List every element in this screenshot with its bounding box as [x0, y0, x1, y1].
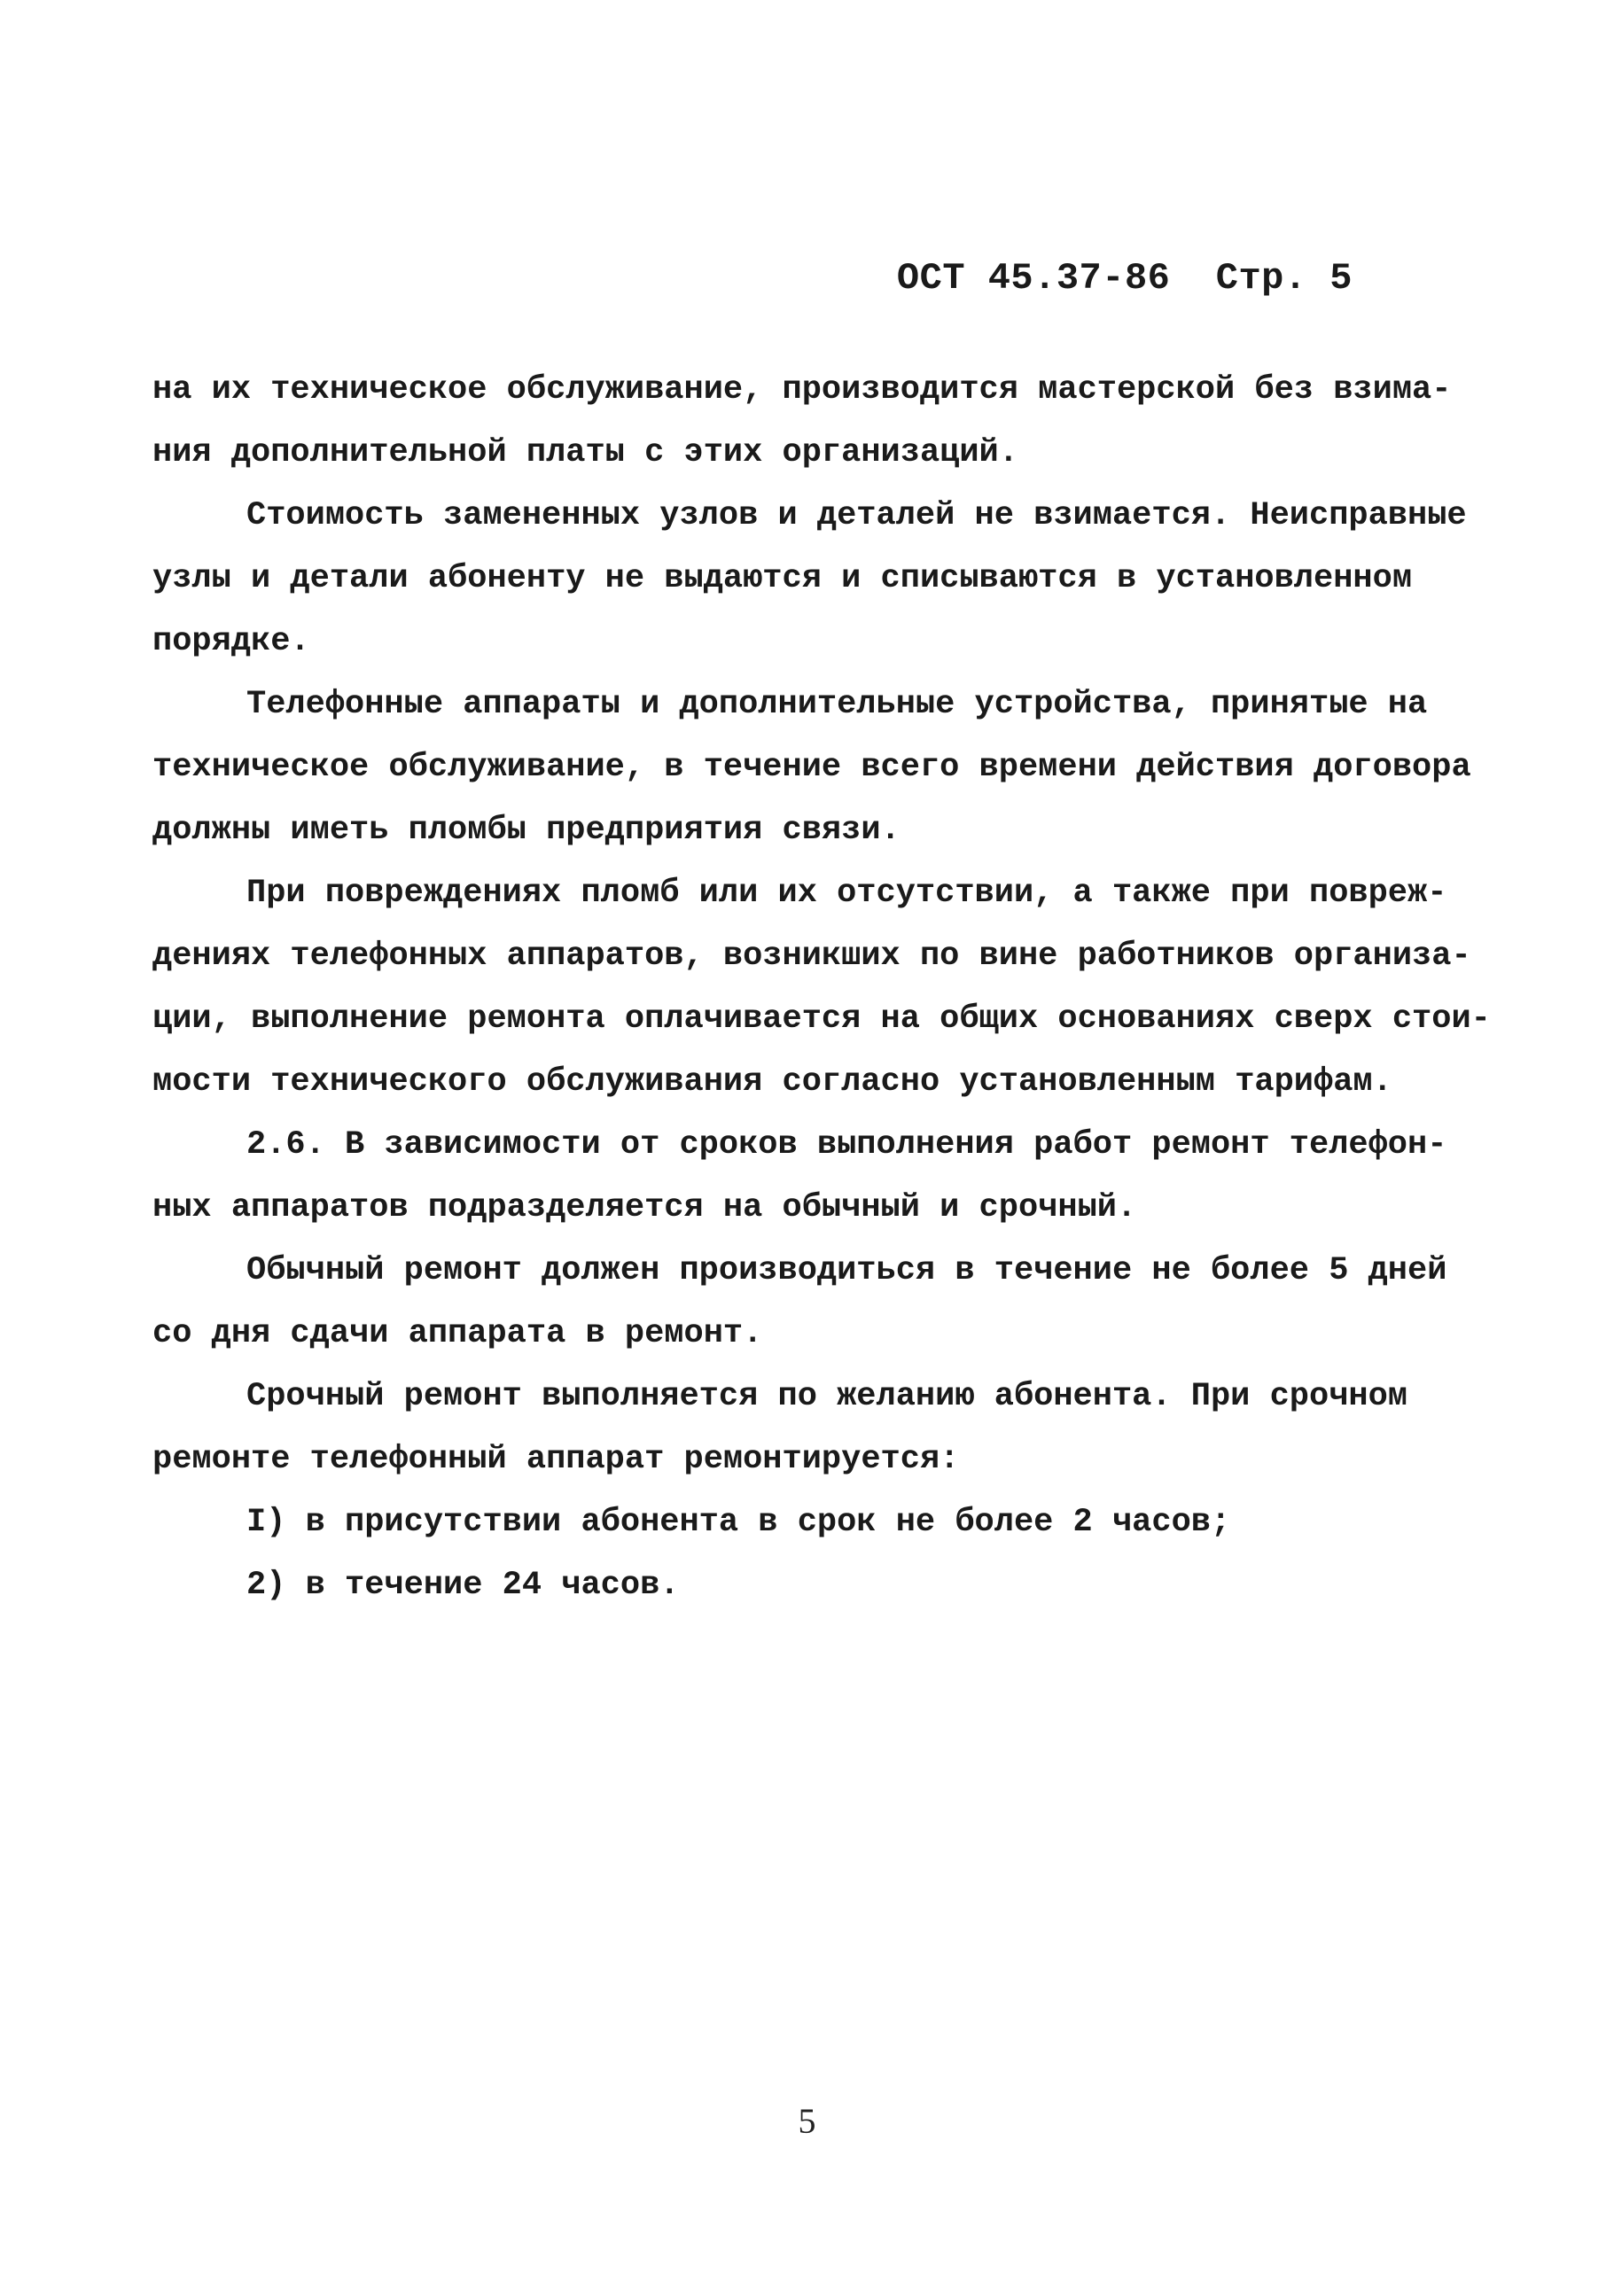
text-line: мости технического обслуживания согласно установленным тарифам.	[152, 1063, 1392, 1101]
text-line: Обычный ремонт должен производиться в течение не более 5 дней	[246, 1252, 1447, 1289]
text-line: порядке.	[152, 623, 310, 660]
text-line: 2.6. В зависимости от сроков выполнения работ ремонт телефон-	[246, 1126, 1447, 1164]
text-line: техническое обслуживание, в течение всего времени действия договора	[152, 749, 1471, 786]
document-body	[152, 359, 1491, 1617]
text-line: со дня сдачи аппарата в ремонт.	[152, 1315, 763, 1352]
text-line: должны иметь пломбы предприятия связи.	[152, 812, 901, 849]
page-number: 5	[798, 2101, 816, 2141]
text-line: на их техническое обслуживание, производится мастерской без взима-	[152, 371, 1452, 409]
list-item: I) в присутствии абонента в срок не более 2 часов;	[246, 1504, 1231, 1541]
text-line: ции, выполнение ремонта оплачивается на общих основаниях сверх стои-	[152, 1000, 1491, 1038]
text-line: ремонте телефонный аппарат ремонтируется:	[152, 1441, 960, 1478]
document-header: ОСТ 45.37-86 Стр. 5	[896, 257, 1353, 300]
text-line: Срочный ремонт выполняется по желанию абонента. При срочном	[246, 1378, 1408, 1415]
list-item: 2) в течение 24 часов.	[246, 1567, 680, 1604]
text-line: ных аппаратов подразделяется на обычный и срочный.	[152, 1189, 1137, 1226]
text-line: ния дополнительной платы с этих организаций.	[152, 434, 1018, 471]
text-line: При повреждениях пломб или их отсутствии, а также при повреж-	[246, 875, 1447, 912]
text-line: Стоимость замененных узлов и деталей не взимается. Неисправные	[246, 497, 1467, 534]
text-line: узлы и детали абоненту не выдаются и списываются в установленном	[152, 560, 1413, 597]
text-line: Телефонные аппараты и дополнительные устройства, принятые на	[246, 686, 1428, 723]
text-line: дениях телефонных аппаратов, возникших по вине работников организа-	[152, 938, 1471, 975]
